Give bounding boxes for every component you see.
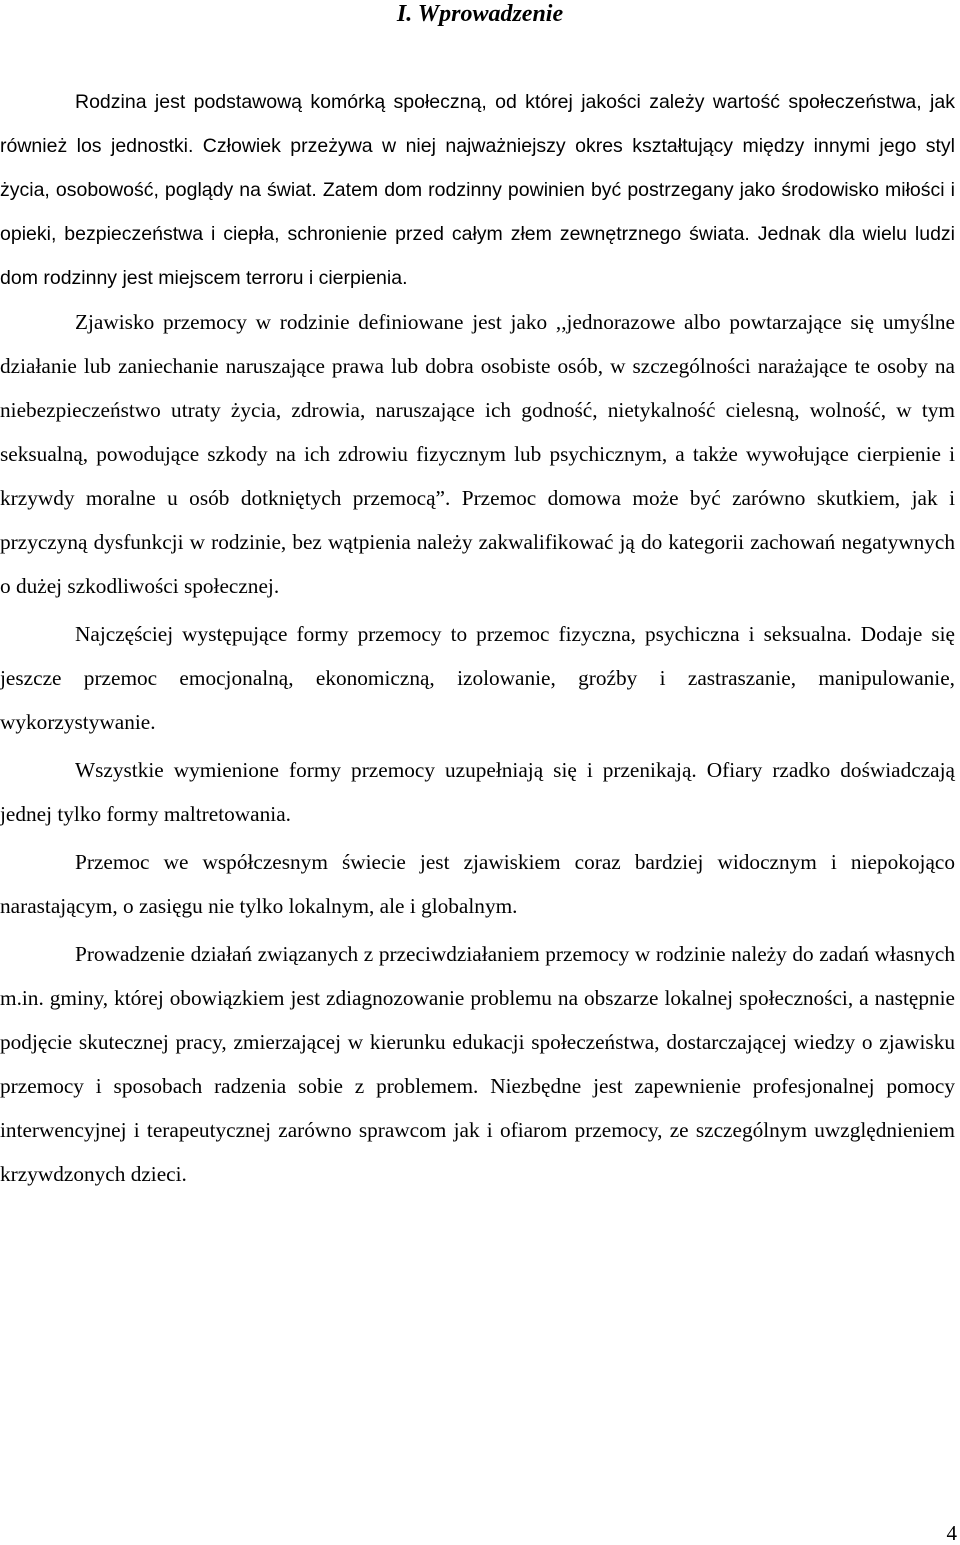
page-title: I. Wprowadzenie — [396, 1, 564, 27]
paragraph-violence-forms: Najczęściej występujące formy przemocy to przemoc fizyczna, psychiczna i seksualna. Dodaje się jeszcze przemoc emocjonalną, ekonomiczną, izolowanie, groźby i zastraszanie, manipulowanie, wykorzystywanie. — [0, 622, 955, 734]
paragraph-modern-violence: Przemoc we współczesnym świecie jest zjawiskiem coraz bardziej widocznym i niepokojąco narastającym, o zasięgu nie tylko lokalnym, ale i globalnym. — [0, 850, 955, 918]
page-number: 4 — [946, 1521, 957, 1545]
paragraph-family-intro: Rodzina jest podstawową komórką społeczną, od której jakości zależy wartość społeczeństwa, jak również los jednostki. Człowiek przeżywa w niej najważniejszy okres kształtujący między innymi jego styl życia, osobowość, poglądy na świat. Zatem dom rodzinny powinien być postrzegany jako środowisko miłości i opieki, bezpieczeństwa i ciepła, schronienie przed całym złem zewnętrznego świata. Jednak dla wielu ludzi dom rodzinny jest miejscem terroru i cierpienia. — [0, 91, 955, 289]
paragraph-violence-definition: Zjawisko przemocy w rodzinie definiowane jest jako ,,jednorazowe albo powtarzające się umyślne działanie lub zaniechanie naruszające prawa lub dobra osobiste osób, w szczególności narażające te osoby na niebezpieczeństwo utraty życia, zdrowia, naruszające ich godność, nietykalność cielesną, wolność, w tym seksualną, powodujące szkody na ich zdrowiu fizycznym lub psychicznym, a także wywołujące cierpienie i krzywdy moralne u osób dotkniętych przemocą”. Przemoc domowa może być zarówno skutkiem, jak i przyczyną dysfunkcji w rodzinie, bez wątpienia należy zakwalifikować ją do kategorii zachowań negatywnych o dużej szkodliwości społecznej. — [0, 310, 955, 598]
paragraph-municipal-duties: Prowadzenie działań związanych z przeciwdziałaniem przemocy w rodzinie należy do zadań własnych m.in. gminy, której obowiązkiem jest zdiagnozowanie problemu na obszarze lokalnej społeczności, a następnie podjęcie skutecznej pracy, zmierzającej w kierunku edukacji społeczeństwa, dostarczającej wiedzy o zjawisku przemocy i sposobach radzenia sobie z problemem. Niezbędne jest zapewnienie profesjonalnej pomocy interwencyjnej i terapeutycznej zarówno sprawcom jak i ofiarom przemocy, ze szczególnym uwzględnieniem krzywdzonych dzieci. — [0, 942, 955, 1186]
paragraph-forms-overlap: Wszystkie wymienione formy przemocy uzupełniają się i przenikają. Ofiary rzadko doświadczają jednej tylko formy maltretowania. — [0, 758, 955, 826]
document-body — [0, 80, 955, 1200]
